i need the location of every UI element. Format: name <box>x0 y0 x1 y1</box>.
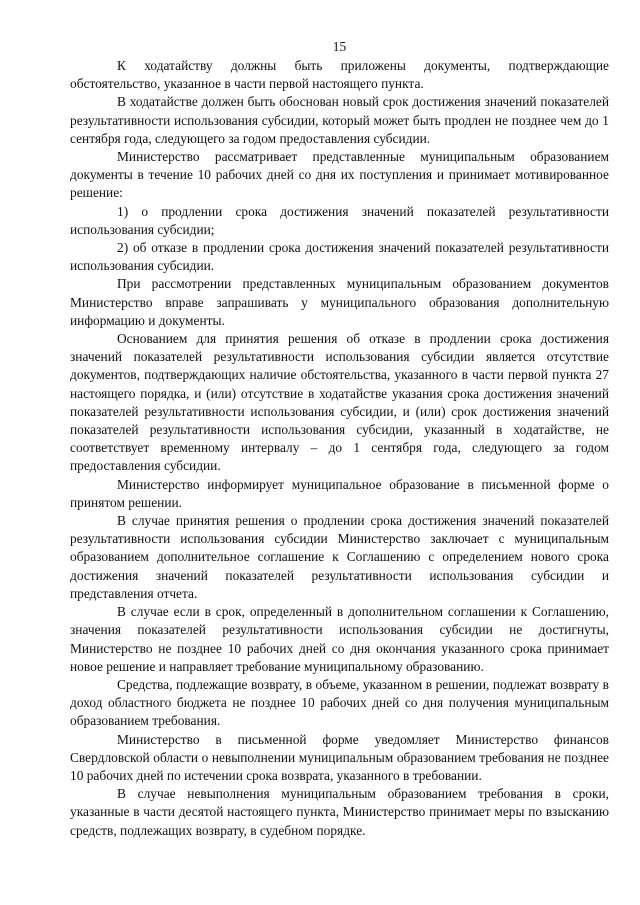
paragraph: Министерство информирует муниципальное образование в письменной форме о принятом решении. <box>70 476 609 510</box>
paragraph: Средства, подлежащие возврату, в объеме, указанном в решении, подлежат возврату в доход областного бюджета не позднее 10 рабочих дней со дня получения муниципальным образованием требования. <box>70 676 609 729</box>
paragraph: К ходатайству должны быть приложены документы, подтверждающие обстоятельство, указанное в части первой настоящего пункта. <box>70 58 609 92</box>
paragraph: В ходатайстве должен быть обоснован новый срок достижения значений показателей результативности использования субсидии, который может быть продлен не позднее чем до 1 сентября года, следующего за годом предоставления субсидии. <box>70 94 609 146</box>
paragraph: В случае если в срок, определенный в дополнительном соглашении к Соглашению, значения показателей результативности использования субсидии не достигнуты, Министерство не позднее 10 рабочих дней со дня окончания указанного срока принимает новое решение и направляет требование муниципальному образованию. <box>70 604 609 674</box>
paragraph: Министерство в письменной форме уведомляет Министерство финансов Свердловской области о невыполнении муниципальным образованием требования не позднее 10 рабочих дней по истечении срока возврата, указанного в требовании. <box>70 731 609 783</box>
list-item: 2) об отказе в продлении срока достижения значений показателей результативности использования субсидии. <box>70 240 609 274</box>
page-number: 15 <box>332 39 347 54</box>
document-body <box>70 57 609 840</box>
paragraph: В случае невыполнения муниципальным образованием требования в сроки, указанные в части десятой настоящего пункта, Министерство принимает меры по взысканию средств, подлежащих возврату, в судебном порядке. <box>70 786 609 838</box>
paragraph: Основанием для принятия решения об отказе в продлении срока достижения значений показателей результативности использования субсидии является отсутствие документов, подтверждающих наличие обстоятельства, указанного в части первой пункта 27 настоящего порядка, и (или) отсутствие в ходатайстве указания срока достижения значений показателей результативности использования субсидии, и (или) срок достижения значений показателей результативности использования субсидии, указанный в ходатайстве, не соответствует временному интервалу – до 1 сентября года, следующего за годом предоставления субсидии. <box>70 331 609 474</box>
paragraph: Министерство рассматривает представленные муниципальным образованием документы в течение 10 рабочих дней со дня их поступления и принимает мотивированное решение: <box>70 149 609 201</box>
paragraph: При рассмотрении представленных муниципальным образованием документов Министерство вправе запрашивать у муниципального образования дополнительную информацию и документы. <box>70 276 609 328</box>
list-item: 1) о продлении срока достижения значений показателей результативности использования субсидии; <box>70 203 609 237</box>
paragraph: В случае принятия решения о продлении срока достижения значений показателей результативности использования субсидии Министерство заключает с муниципальным образованием дополнительное соглашение к Соглашению с определением нового срока достижения значений показателей результативности использования субсидии и представления отчета. <box>70 513 609 601</box>
